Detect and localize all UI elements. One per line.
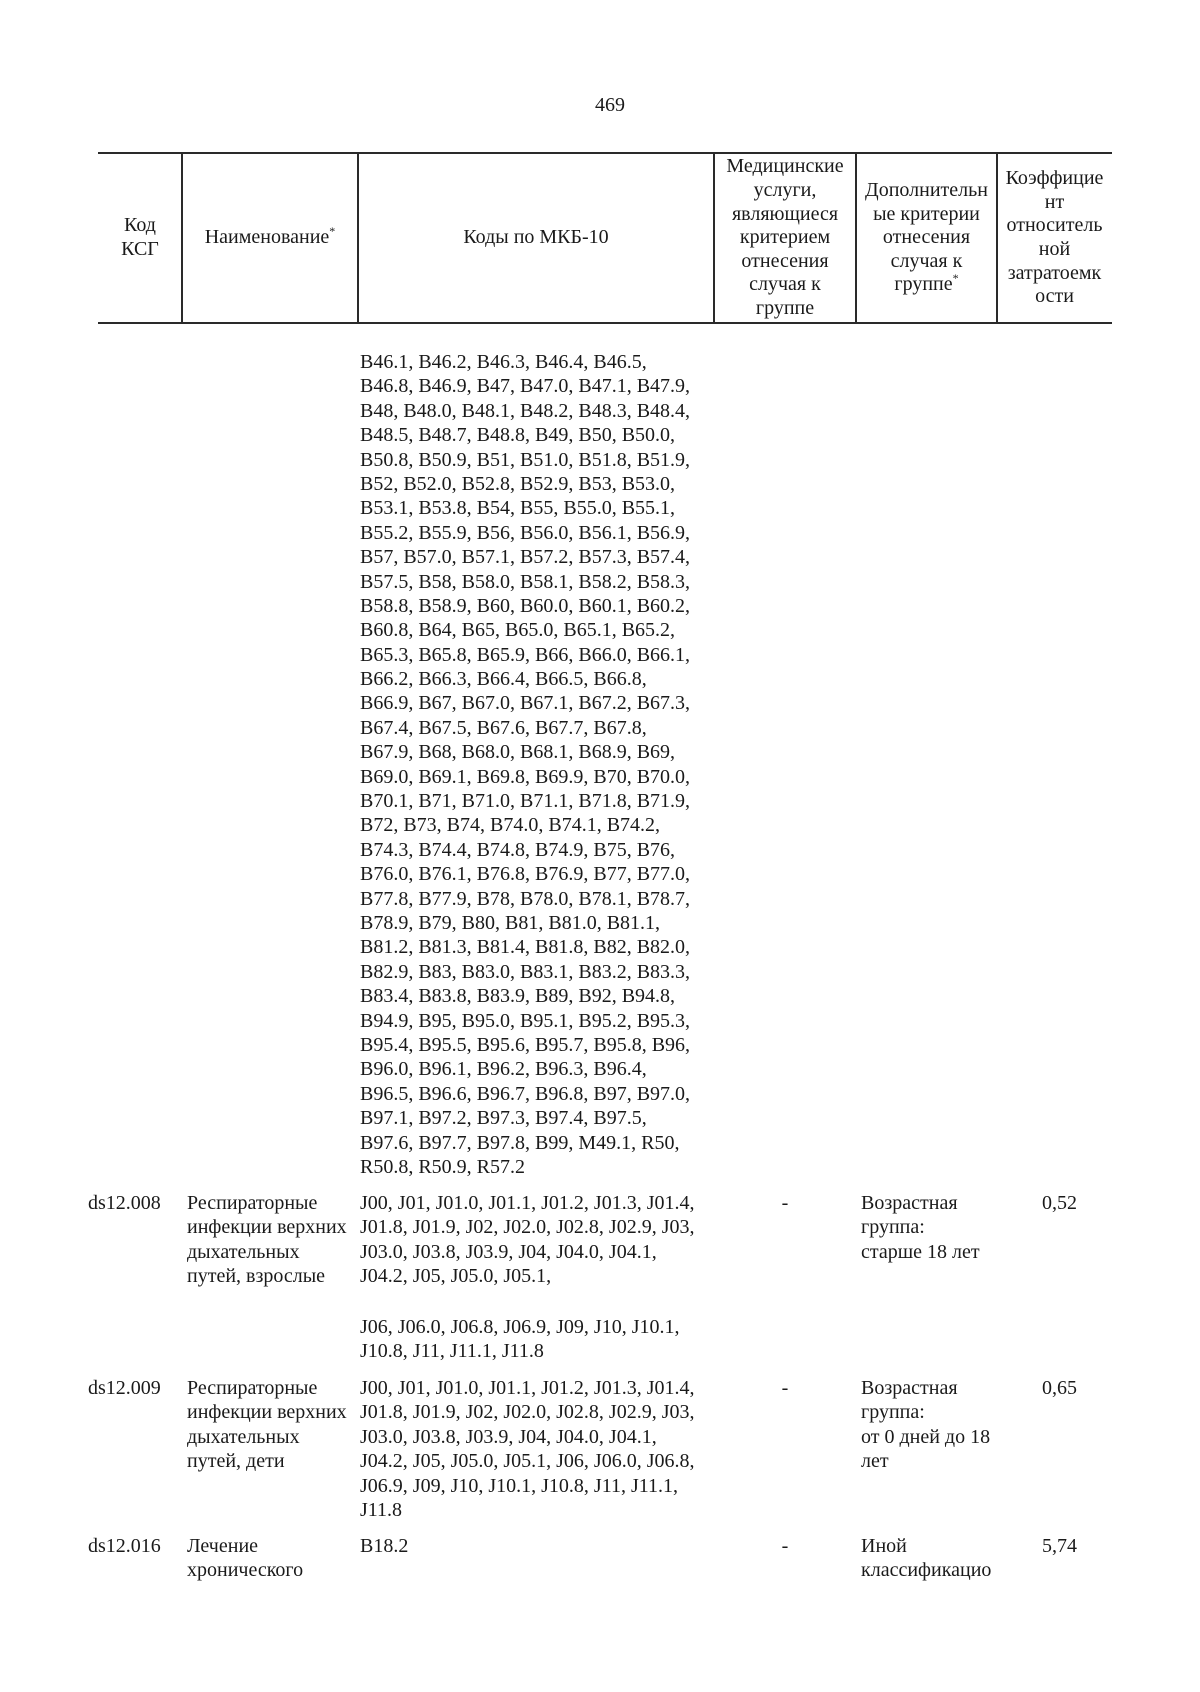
header-line: Коды по МКБ-10	[463, 226, 609, 249]
medical-services: -	[781, 1377, 789, 1399]
icd-codes-line: J11.8	[360, 1498, 403, 1521]
icd-codes-line: R50.8, R50.9, R57.2	[360, 1155, 526, 1178]
icd-codes-line: B18.2	[360, 1535, 409, 1557]
icd-codes-line: B96.5, B96.6, B96.7, B96.8, B97, B97.0,	[360, 1082, 691, 1105]
header-line: отнесения	[741, 249, 829, 272]
icd-codes-line: B74.3, B74.4, B74.8, B74.9, B75, B76,	[360, 838, 676, 861]
icd-codes-line: B50.8, B50.9, B51, B51.0, B51.8, B51.9,	[360, 448, 691, 471]
header-line: отнесения	[882, 226, 971, 249]
criteria-line: группа:	[861, 1401, 925, 1424]
header-line	[205, 226, 336, 250]
icd-codes-line: J01.8, J01.9, J02, J02.0, J02.8, J02.9, J03,	[360, 1401, 695, 1424]
criteria-line: Иной	[861, 1535, 907, 1557]
icd-codes-line: B55.2, B55.9, B56, B56.0, B56.1, B56.9,	[360, 521, 691, 544]
header-line: Коэффицие	[1005, 167, 1104, 190]
criteria-line: Возрастная	[861, 1377, 958, 1399]
icd-codes-line: B77.8, B77.9, B78, B78.0, B78.1, B78.7,	[360, 887, 691, 910]
header-line: критерием	[739, 226, 831, 249]
group-name	[187, 1534, 303, 1583]
table-row	[0, 1376, 1200, 1521]
icd-codes-line: B66.2, B66.3, B66.4, B66.5, B66.8,	[360, 668, 647, 691]
icd-codes-line: J06.9, J09, J10, J10.1, J10.8, J11, J11.1,	[360, 1474, 678, 1497]
icd-codes-line: J01.8, J01.9, J02, J02.0, J02.8, J02.9, J03,	[360, 1216, 695, 1239]
icd-codes-line: B66.9, B67, B67.0, B67.1, B67.2, B67.3,	[360, 692, 691, 715]
group-name-line: Респираторные	[187, 1377, 318, 1399]
icd-codes	[360, 1191, 694, 1289]
criteria-line: лет	[861, 1450, 889, 1473]
icd-codes-line: J10.8, J11, J11.1, J11.8	[360, 1340, 544, 1363]
icd-codes-line: J03.0, J03.8, J03.9, J04, J04.0, J04.1,	[360, 1240, 657, 1263]
icd-codes-line: B96.0, B96.1, B96.2, B96.3, B96.4,	[360, 1058, 647, 1081]
header-line: ости	[1035, 285, 1074, 308]
icd-codes-line: J04.2, J05, J05.0, J05.1, J06, J06.0, J06.8,	[360, 1450, 695, 1473]
cost-coefficient: 0,52	[1042, 1192, 1077, 1214]
icd-codes-line: B78.9, B79, B80, B81, B81.0, B81.1,	[360, 911, 661, 934]
icd-codes-line: B53.1, B53.8, B54, B55, B55.0, B55.1,	[360, 497, 676, 520]
icd-codes-line: B58.8, B58.9, B60, B60.0, B60.1, B60.2,	[360, 594, 691, 617]
header-line: нт	[1044, 190, 1065, 213]
group-name-line: инфекции верхних	[187, 1401, 347, 1424]
criteria-line: Возрастная	[861, 1192, 958, 1214]
icd-codes-line: J00, J01, J01.0, J01.1, J01.2, J01.3, J01.4,	[360, 1192, 695, 1214]
header-line: услуги,	[753, 179, 817, 202]
header-line: группе	[755, 296, 815, 319]
header-line: затратоемк	[1007, 261, 1102, 284]
ksg-code: ds12.008	[88, 1192, 161, 1214]
criteria-line: от 0 дней до 18	[861, 1425, 991, 1448]
group-name-line: дыхательных	[187, 1425, 300, 1448]
icd-codes-line: B52, B52.0, B52.8, B52.9, B53, B53.0,	[360, 472, 676, 495]
icd-codes	[360, 350, 690, 1179]
criteria-line: старше 18 лет	[861, 1240, 980, 1263]
icd-codes-line: J06, J06.0, J06.8, J06.9, J09, J10, J10.1,	[360, 1316, 680, 1338]
icd-codes	[360, 1534, 408, 1558]
header-line: случая к	[890, 249, 963, 272]
icd-codes-line: B48.5, B48.7, B48.8, B49, B50, B50.0,	[360, 424, 676, 447]
icd-codes-line: B70.1, B71, B71.0, B71.1, B71.8, B71.9,	[360, 790, 691, 813]
header-line: случая к	[749, 273, 821, 296]
icd-codes-line: B48, B48.0, B48.1, B48.2, B48.3, B48.4,	[360, 399, 691, 422]
header-line: Код	[124, 214, 156, 237]
header-cell-code	[98, 153, 182, 323]
group-name-line: Лечение	[187, 1535, 259, 1557]
header-name-text: Наименование	[204, 226, 330, 249]
header-line: ной	[1038, 238, 1071, 260]
footnote-mark: *	[952, 271, 959, 286]
icd-codes-line: B65.3, B65.8, B65.9, B66, B66.0, B66.1,	[360, 643, 691, 666]
header-line: Дополнительн	[865, 179, 988, 202]
icd-codes-line: B81.2, B81.3, B81.4, B81.8, B82, B82.0,	[360, 936, 691, 959]
icd-codes-line: B67.4, B67.5, B67.6, B67.7, B67.8,	[360, 716, 647, 739]
icd-codes-line: B94.9, B95, B95.0, B95.1, B95.2, B95.3,	[360, 1009, 691, 1032]
header-cell-name	[182, 153, 358, 323]
additional-criteria	[861, 1376, 990, 1474]
group-name-line: дыхательных	[187, 1240, 300, 1263]
header-cell-services	[714, 153, 856, 323]
header-line: являющиеся	[731, 202, 839, 225]
medical-services: -	[781, 1192, 789, 1214]
header-criteria-text: группе	[894, 273, 953, 296]
icd-codes-line: J04.2, J05, J05.0, J05.1,	[360, 1265, 552, 1288]
header-line: ые критерии	[873, 202, 980, 225]
icd-codes-line: B95.4, B95.5, B95.6, B95.7, B95.8, B96,	[360, 1033, 691, 1056]
icd-codes-line: B46.1, B46.2, B46.3, B46.4, B46.5,	[360, 351, 647, 373]
header-cell-coefficient	[997, 153, 1112, 323]
icd-codes-line: B72, B73, B74, B74.0, B74.1, B74.2,	[360, 814, 661, 837]
group-name	[187, 1376, 347, 1474]
icd-codes-line: B97.1, B97.2, B97.3, B97.4, B97.5,	[360, 1107, 647, 1130]
icd-codes-line: B83.4, B83.8, B83.9, B89, B92, B94.8,	[360, 985, 676, 1008]
cost-coefficient: 5,74	[1042, 1535, 1077, 1557]
header-line: относитель	[1006, 214, 1103, 237]
icd-codes-line: B82.9, B83, B83.0, B83.1, B83.2, B83.3,	[360, 960, 691, 983]
cost-coefficient: 0,65	[1042, 1377, 1077, 1399]
group-name-line: инфекции верхних	[187, 1216, 347, 1239]
group-name-line: Респираторные	[187, 1192, 318, 1214]
table-row-continuation	[0, 350, 1200, 1178]
icd-codes-line: B60.8, B64, B65, B65.0, B65.1, B65.2,	[360, 619, 676, 642]
header-line: КСГ	[121, 238, 159, 260]
icd-codes-line: B97.6, B97.7, B97.8, B99, M49.1, R50,	[360, 1131, 680, 1154]
header-cell-icd	[358, 153, 714, 323]
icd-codes-line: B57.5, B58, B58.0, B58.1, B58.2, B58.3,	[360, 570, 691, 593]
criteria-line: классификацио	[861, 1559, 992, 1582]
table-row	[0, 1191, 1200, 1363]
icd-codes-line: B69.0, B69.1, B69.8, B69.9, B70, B70.0,	[360, 765, 691, 788]
header-line: Медицинские	[726, 155, 844, 178]
group-name-line: путей, дети	[187, 1450, 285, 1473]
icd-codes-line: B57, B57.0, B57.1, B57.2, B57.3, B57.4,	[360, 546, 691, 569]
icd-codes	[360, 1376, 694, 1522]
icd-codes-continued	[360, 1315, 679, 1364]
header-cell-criteria	[856, 153, 997, 323]
icd-codes-line: J03.0, J03.8, J03.9, J04, J04.0, J04.1,	[360, 1425, 657, 1448]
header-line	[894, 273, 958, 297]
icd-codes-line: B76.0, B76.1, B76.8, B76.9, B77, B77.0,	[360, 863, 691, 886]
page-number: 469	[595, 94, 625, 116]
group-name-line: путей, взрослые	[187, 1265, 326, 1288]
additional-criteria	[861, 1191, 980, 1264]
ksg-code: ds12.016	[88, 1535, 161, 1557]
group-name-line: хронического	[187, 1559, 304, 1582]
ksg-code: ds12.009	[88, 1377, 161, 1399]
additional-criteria	[861, 1534, 991, 1583]
criteria-line: группа:	[861, 1216, 925, 1239]
footnote-mark: *	[329, 224, 336, 239]
table-row	[0, 1534, 1200, 1582]
icd-codes-line: B46.8, B46.9, B47, B47.0, B47.1, B47.9,	[360, 375, 691, 398]
icd-codes-line: B67.9, B68, B68.0, B68.1, B68.9, B69,	[360, 741, 676, 764]
group-name	[187, 1191, 347, 1289]
medical-services: -	[781, 1535, 789, 1557]
icd-codes-line: J00, J01, J01.0, J01.1, J01.2, J01.3, J01.4,	[360, 1377, 695, 1399]
